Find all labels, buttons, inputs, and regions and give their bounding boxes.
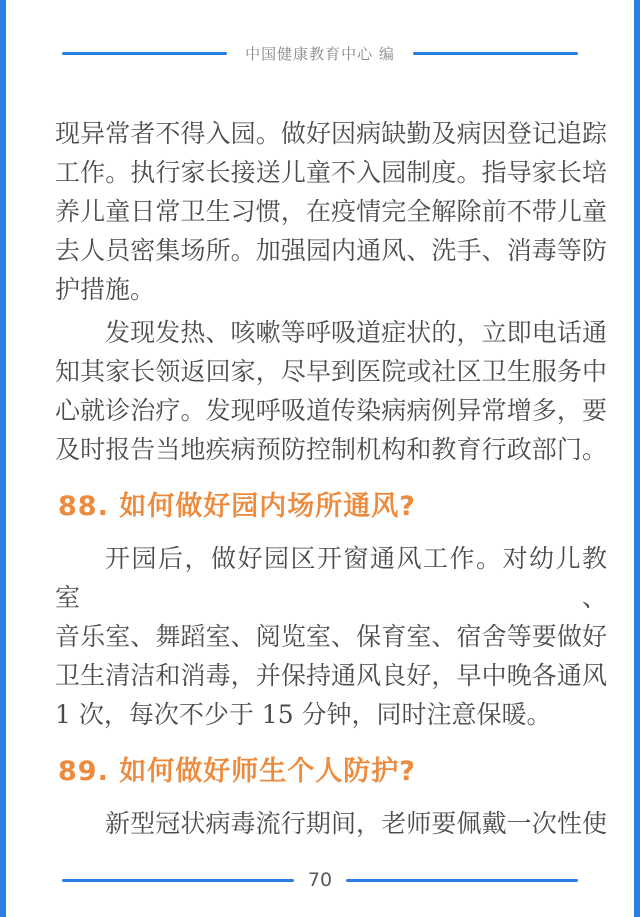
text-line: 新型冠状病毒流行期间，老师要佩戴一次性使 bbox=[105, 809, 607, 838]
question-heading-88: 88. 如何做好园内场所通风? bbox=[58, 491, 416, 522]
paragraph-continuation bbox=[55, 114, 607, 309]
right-edge-accent-bar bbox=[634, 0, 640, 917]
header-rule-left bbox=[62, 52, 227, 55]
text-line: 音乐室、舞蹈室、阅览室、保育室、宿舍等要做好 bbox=[55, 622, 607, 651]
text-line: 1 次，每次不少于 15 分钟，同时注意保暖。 bbox=[55, 700, 552, 729]
paragraph-ventilation bbox=[55, 539, 607, 734]
text-line: 开园后，做好园区开窗通风工作。对幼儿教室、 bbox=[55, 544, 607, 612]
text-line: 护措施。 bbox=[55, 275, 156, 304]
footer-rule-right bbox=[346, 879, 578, 882]
question-heading-89: 89. 如何做好师生个人防护? bbox=[58, 756, 416, 787]
paragraph-teachers bbox=[55, 804, 607, 843]
header-rule-right bbox=[413, 52, 578, 55]
page-number: 70 bbox=[307, 869, 333, 891]
paragraph-symptoms bbox=[55, 313, 607, 469]
page-header bbox=[62, 41, 578, 65]
text-line: 知其家长领返回家，尽早到医院或社区卫生服务中 bbox=[55, 357, 607, 386]
text-line: 心就诊治疗。发现呼吸道传染病病例异常增多，要 bbox=[55, 396, 607, 425]
text-line: 去人员密集场所。加强园内通风、洗手、消毒等防 bbox=[55, 236, 607, 265]
article bbox=[55, 114, 607, 843]
page-footer bbox=[62, 868, 578, 892]
left-edge-accent-bar bbox=[0, 0, 6, 917]
text-line: 养儿童日常卫生习惯，在疫情完全解除前不带儿童 bbox=[55, 197, 607, 226]
text-line: 卫生清洁和消毒，并保持通风良好，早中晚各通风 bbox=[55, 661, 607, 690]
header-title: 中国健康教育中心 编 bbox=[245, 44, 395, 63]
text-line: 工作。执行家长接送儿童不入园制度。指导家长培 bbox=[55, 158, 607, 187]
text-line: 现异常者不得入园。做好因病缺勤及病因登记追踪 bbox=[55, 119, 607, 148]
text-line: 发现发热、咳嗽等呼吸道症状的，立即电话通 bbox=[105, 318, 607, 347]
text-line: 及时报告当地疾病预防控制机构和教育行政部门。 bbox=[55, 435, 607, 464]
footer-rule-left bbox=[62, 879, 294, 882]
